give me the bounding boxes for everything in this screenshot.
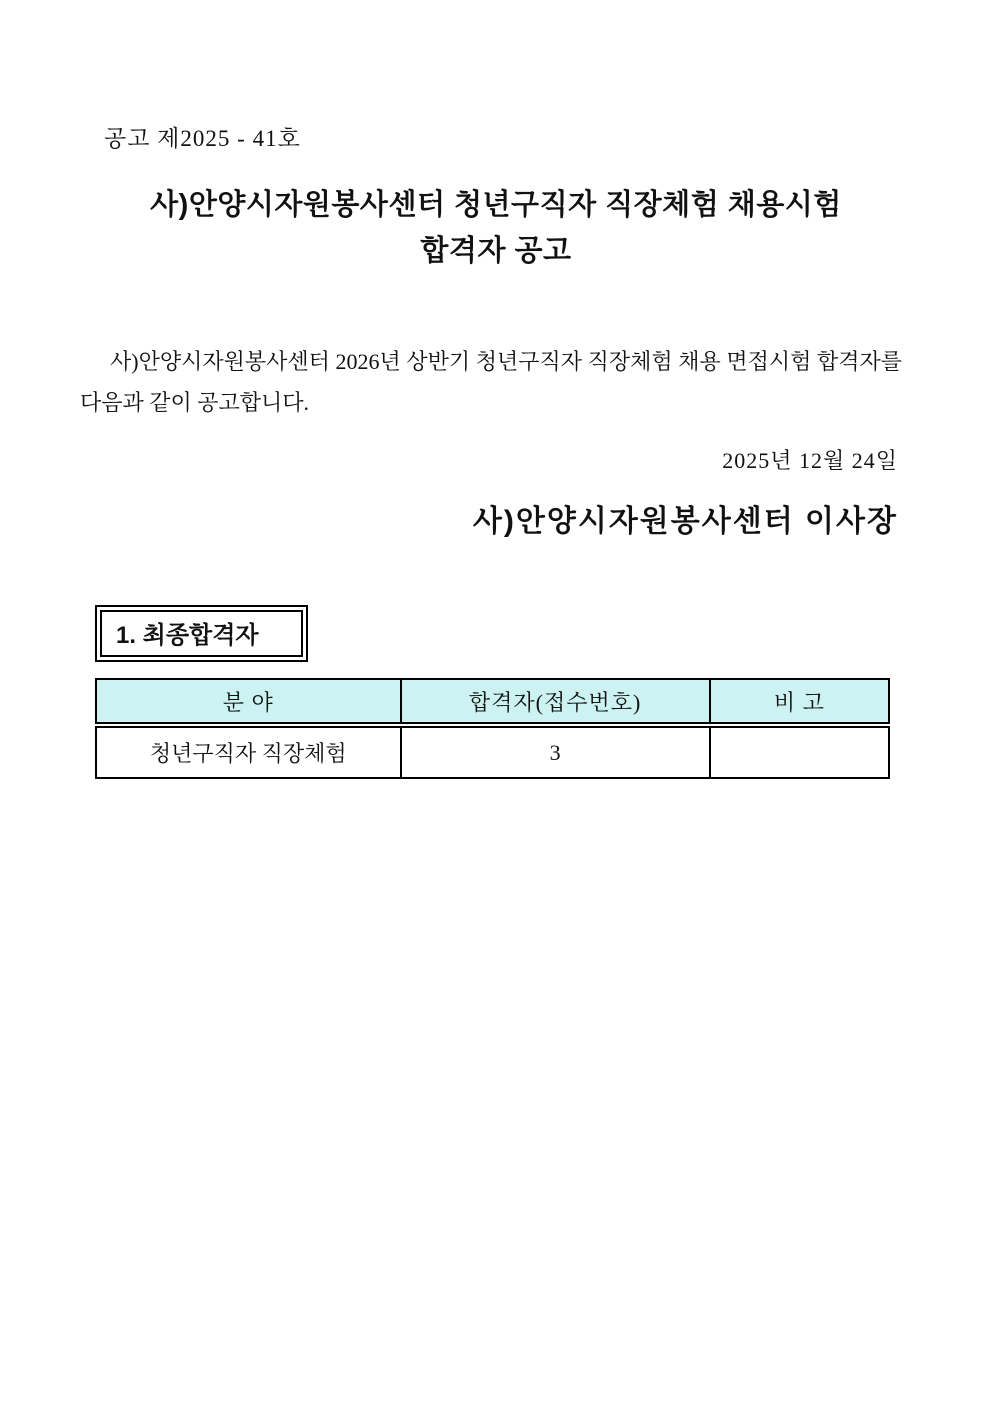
- table-header-pass: 합격자(접수번호): [401, 679, 710, 725]
- announcement-date: 2025년 12월 24일: [722, 448, 898, 473]
- document-title: [0, 182, 992, 274]
- section-1-heading-box: [95, 605, 308, 662]
- results-table-body: [96, 725, 889, 778]
- section-1-heading: 1. 최종합격자: [100, 610, 303, 657]
- cell-note: [710, 725, 889, 778]
- cell-pass-count: 3: [401, 725, 710, 778]
- table-header-note: 비 고: [710, 679, 889, 725]
- title-line-2: 합격자 공고: [420, 235, 572, 267]
- announcement-body: 사)안양시자원봉사센터 2026년 상반기 청년구직자 직장체험 채용 면접시험 합격자를 다음과 같이 공고합니다.: [80, 349, 902, 415]
- signer-line: 사)안양시자원봉사센터 이사장: [472, 505, 898, 538]
- table-row: [96, 725, 889, 778]
- table-header-field: 분 야: [96, 679, 401, 725]
- table-header-row: [96, 679, 889, 725]
- cell-field: 청년구직자 직장체험: [96, 725, 401, 778]
- results-table-head: [96, 679, 889, 725]
- doc-number: 공고 제2025 - 41호: [104, 126, 301, 151]
- results-table: [95, 678, 890, 779]
- title-line-1: 사)안양시자원봉사센터 청년구직자 직장체험 채용시험: [150, 189, 842, 221]
